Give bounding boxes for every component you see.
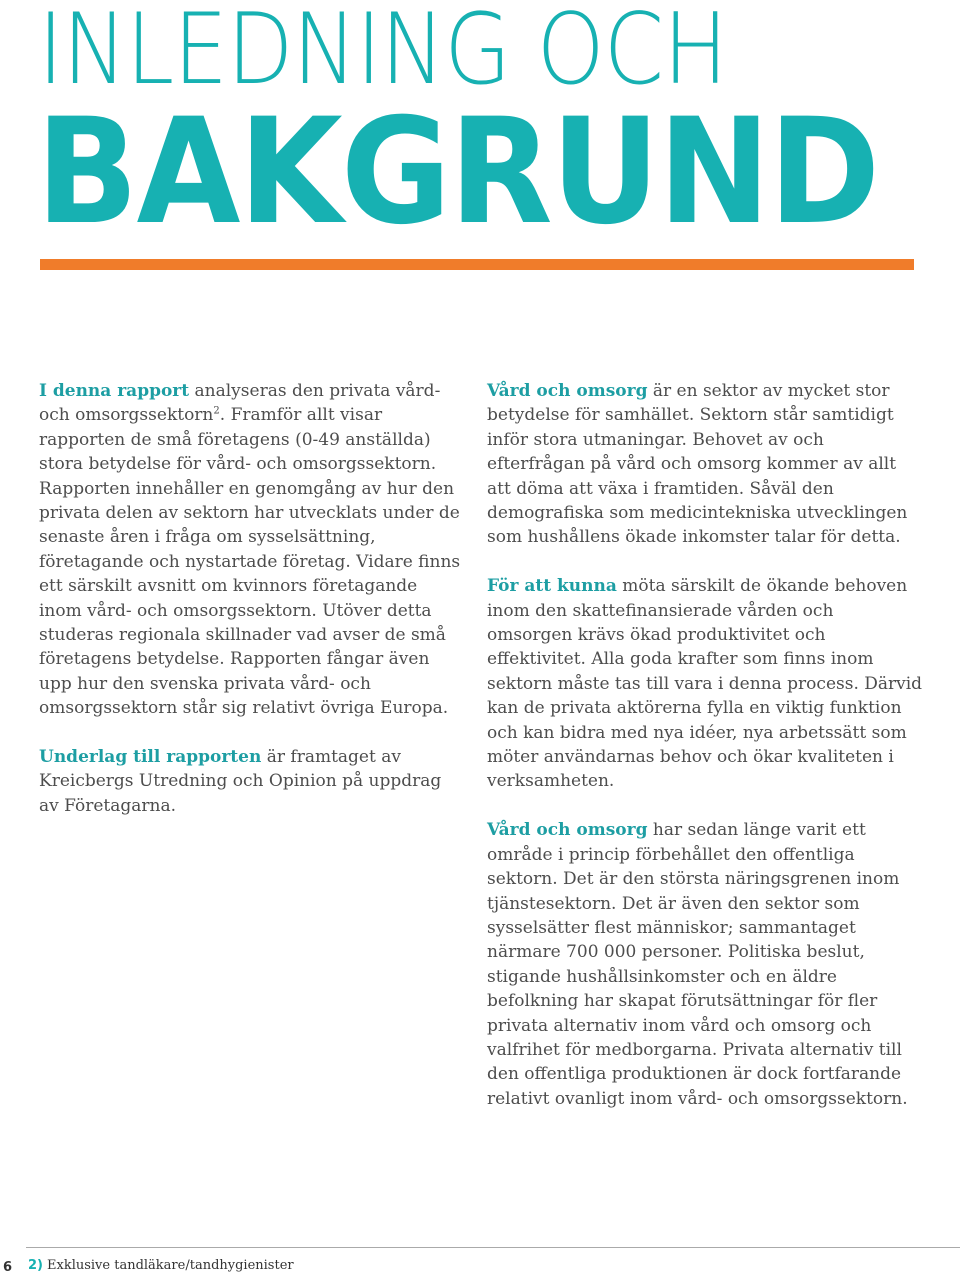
paragraph-productivity xyxy=(487,574,923,794)
title-line-1: INLEDNING OCH xyxy=(38,0,728,107)
lead-phrase: I denna rapport xyxy=(39,381,190,401)
paragraph-text: möta särskilt de ökande behoven inom den skattefinansierade vården och omsorgen krävs ökad produktivitet och effektivitet. Alla goda krafter som finns inom sektorn måste tas till vara i denna process. Därvid kan de privata aktörerna fylla en viktig funktion och kan bidra med nya idéer, nya arbetssätt som möter användarnas behov och ökar kvaliteten i verksamheten. xyxy=(487,576,923,792)
paragraph-text: . Framför allt visar rapporten de små företagens (0-49 anställda) stora betydelse för vård- och omsorgssektorn. Rapporten innehåller en genomgång av hur den privata delen av sektorn har utvecklats under de senaste åren i fråga om sysselsättning, företagande och nystartade företag. Vidare finns ett särskilt avsnitt om kvinnors företagande inom vård- och omsorgssektorn. Utöver detta studeras regionala skillnader vad avser de små företagens betydelse. Rapporten fångar även upp hur den svenska privata vård- och omsorgssektorn står sig relativt övriga Europa. xyxy=(39,405,461,719)
paragraph-text: är en sektor av mycket stor betydelse för samhället. Sektorn står samtidigt inför stora utmaningar. Behovet av och efterfrågan på vård och omsorg kommer av allt att döma att växa i framtiden. Såväl den demografiska som medicintekniska utvecklingen som hushållens ökade inkomster talar för detta. xyxy=(487,381,908,548)
footnote-text: Exklusive tandläkare/tandhygienister xyxy=(47,1258,294,1273)
left-column xyxy=(39,379,465,843)
paragraph-text: har sedan länge varit ett område i princip förbehållet den offentliga sektorn. Det är den största näringsgrenen inom tjänstesektorn. Det är även den sektor som sysselsätter flest människor; sammantaget närmare 700 000 personer. Politiska beslut, stigande hushållsinkomster och en äldre befolkning har skapat förutsättningar för fler privata alternativ inom vård och omsorg och valfrihet för medborgarna. Privata alternativ till den offentliga produktionen är dock fortfarande relativt ovanligt inom vård- och omsorgssektorn. xyxy=(487,820,908,1109)
paragraph-intro xyxy=(39,379,465,721)
orange-divider xyxy=(40,259,914,270)
right-column xyxy=(487,379,923,1136)
footnote xyxy=(28,1258,294,1273)
footnote-reference: 2 xyxy=(213,405,220,417)
lead-phrase: För att kunna xyxy=(487,576,617,597)
paragraph-basis xyxy=(39,745,465,818)
footer-divider xyxy=(26,1247,960,1248)
title-line-2: BAKGRUND xyxy=(36,87,879,257)
lead-phrase: Vård och omsorg xyxy=(487,381,648,401)
paragraph-public-sector xyxy=(487,818,923,1111)
paragraph-text: analyseras den privata vård- och omsorgssektorn xyxy=(39,381,441,426)
lead-phrase: Underlag till rapporten xyxy=(39,747,262,768)
footnote-marker: 2) xyxy=(28,1258,43,1273)
paragraph-sector xyxy=(487,379,923,550)
lead-phrase: Vård och omsorg xyxy=(487,820,648,841)
page-number: 6 xyxy=(3,1260,13,1275)
paragraph-text: är framtaget av Kreicbergs Utredning och Opinion på uppdrag av Företagarna. xyxy=(39,747,442,816)
